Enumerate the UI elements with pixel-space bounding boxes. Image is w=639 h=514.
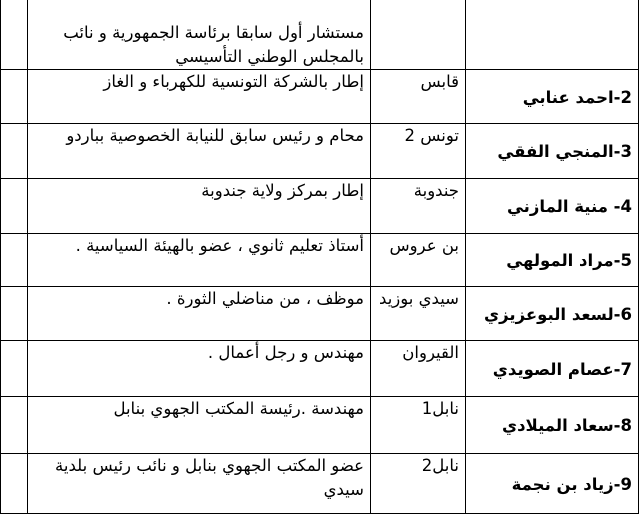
table-row [1,397,639,454]
table-row [1,70,639,124]
constituency [371,0,466,70]
constituency: قابس [371,70,466,124]
candidate-name: 7-عصام الصويدي [466,341,639,397]
candidate-name: 9-زياد بن نجمة [466,454,639,514]
table-row [1,124,639,179]
table-row [1,179,639,234]
blank-cell [1,234,28,287]
candidate-description: عضو المكتب الجهوي بنابل و نائب رئيس بلدية سيدي [28,454,371,514]
blank-cell [1,341,28,397]
candidate-description: مهندسة .رئيسة المكتب الجهوي بنابل [28,397,371,454]
blank-cell [1,454,28,514]
constituency: القيروان [371,341,466,397]
candidate-description: إطار بالشركة التونسية للكهرباء و الغاز [28,70,371,124]
candidate-name [466,0,639,70]
table-row [1,454,639,514]
blank-cell [1,70,28,124]
table-row [1,341,639,397]
candidate-name: 6-لسعد البوعزيزي [466,287,639,341]
blank-cell [1,0,28,70]
candidate-name: 5-مراد المولهي [466,234,639,287]
constituency: نابل2 [371,454,466,514]
candidate-description: إطار بمركز ولاية جندوبة [28,179,371,234]
candidate-name: 4- منية المازني [466,179,639,234]
candidate-name: 2-احمد عنابي [466,70,639,124]
candidate-description: أستاذ تعليم ثانوي ، عضو بالهيئة السياسية . [28,234,371,287]
blank-cell [1,179,28,234]
constituency: تونس 2 [371,124,466,179]
blank-cell [1,124,28,179]
candidate-name: 3-المنجي الفقي [466,124,639,179]
candidate-description: مستشار أول سابقا برئاسة الجمهورية و نائب بالمجلس الوطني التأسيسي [28,0,371,70]
constituency: سيدي بوزيد [371,287,466,341]
table-row [1,0,639,70]
candidate-description: محام و رئيس سابق للنيابة الخصوصية بباردو [28,124,371,179]
blank-cell [1,287,28,341]
constituency: نابل1 [371,397,466,454]
constituency: جندوبة [371,179,466,234]
table-row [1,234,639,287]
candidate-description: مهندس و رجل أعمال . [28,341,371,397]
candidate-name: 8-سعاد الميلادي [466,397,639,454]
table-row [1,287,639,341]
blank-cell [1,397,28,454]
constituency: بن عروس [371,234,466,287]
candidate-description: موظف ، من مناضلي الثورة . [28,287,371,341]
